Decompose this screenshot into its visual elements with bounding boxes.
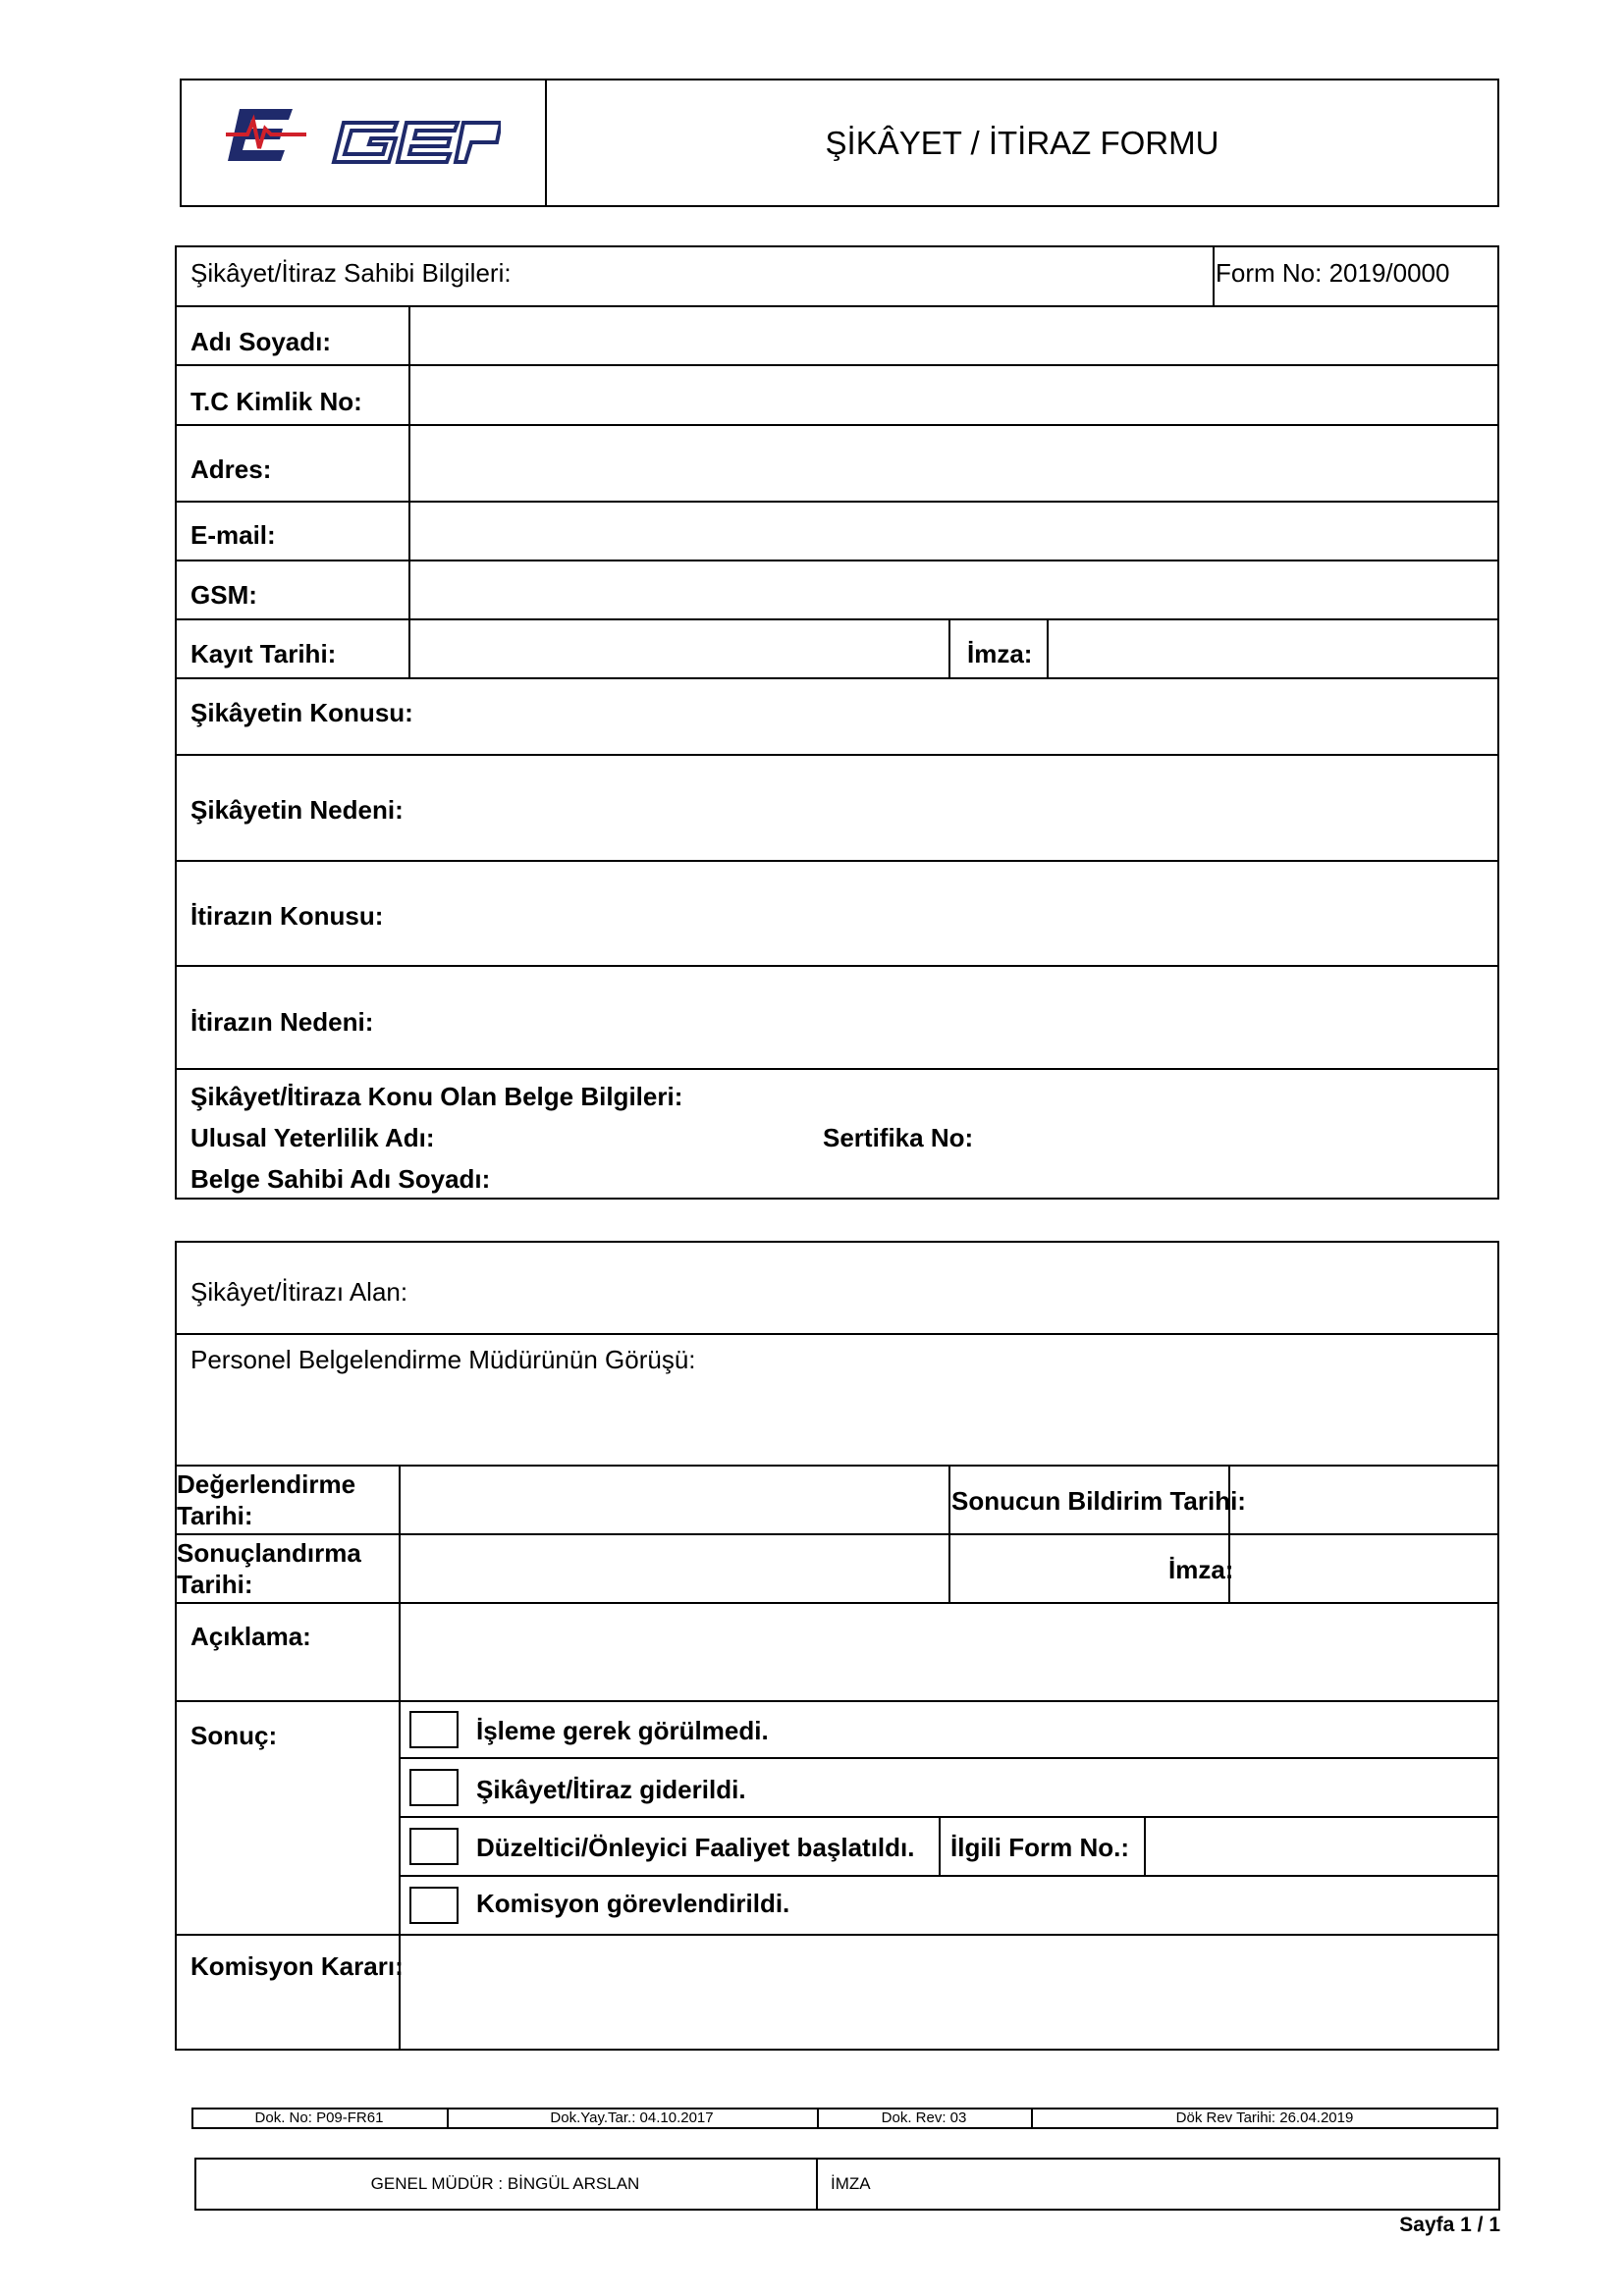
- email-field[interactable]: [410, 503, 1497, 560]
- form-title: ŞİKÂYET / İTİRAZ FORMU: [825, 125, 1219, 161]
- evaluation-date-label: Değerlendirme Tarihi:: [177, 1469, 356, 1530]
- pub-date: Dok.Yay.Tar.: 04.10.2017: [550, 2109, 714, 2126]
- explanation-field[interactable]: [401, 1604, 1497, 1700]
- receiver-label: Şikâyet/İtirazı Alan:: [190, 1277, 408, 1307]
- signature-label-2: İmza:: [1168, 1555, 1234, 1584]
- signature-field-2[interactable]: [1230, 1535, 1497, 1602]
- address-field[interactable]: [410, 426, 1497, 501]
- certificate-label: Sertifika No:: [823, 1123, 974, 1152]
- commission-decision-field[interactable]: [401, 1936, 1497, 2049]
- commission-decision-label: Komisyon Kararı:: [190, 1951, 404, 1981]
- name-field[interactable]: [410, 307, 1497, 364]
- option-resolved: Şikâyet/İtiraz giderildi.: [476, 1775, 746, 1804]
- result-notice-date-field[interactable]: [1230, 1467, 1497, 1533]
- doc-no: Dok. No: P09-FR61: [254, 2109, 384, 2126]
- revision: Dok. Rev: 03: [881, 2109, 967, 2126]
- doc-info-label: Şikâyet/İtiraza Konu Olan Belge Bilgileri:: [190, 1082, 683, 1111]
- manager-opinion-label: Personel Belgelendirme Müdürünün Görüşü:: [190, 1345, 696, 1374]
- evaluation-date-field[interactable]: [401, 1467, 948, 1533]
- page-number: Sayfa 1 / 1: [1399, 2214, 1500, 2236]
- complaint-reason-label: Şikâyetin Nedeni:: [190, 795, 404, 825]
- company-logo: [226, 103, 501, 172]
- result-label: Sonuç:: [190, 1721, 278, 1750]
- form-no: Form No: 2019/0000: [1216, 258, 1450, 288]
- owner-info-label: Şikâyet/İtiraz Sahibi Bilgileri:: [190, 258, 512, 288]
- general-manager: GENEL MÜDÜR : BİNGÜL ARSLAN: [370, 2174, 640, 2193]
- result-notice-date-label: Sonucun Bildirim Tarihi:: [951, 1486, 1246, 1516]
- egep-logo-icon: [226, 103, 501, 172]
- email-label: E-mail:: [190, 520, 276, 550]
- tc-label: T.C Kimlik No:: [190, 387, 362, 416]
- option-commission: Komisyon görevlendirildi.: [476, 1889, 790, 1918]
- qualification-label: Ulusal Yeterlilik Adı:: [190, 1123, 435, 1152]
- complaint-subject-label: Şikâyetin Konusu:: [190, 698, 413, 727]
- approval-signature: İMZA: [831, 2174, 871, 2193]
- reg-date-label: Kayıt Tarihi:: [190, 639, 337, 668]
- tc-field[interactable]: [410, 366, 1497, 424]
- signature-label: İmza:: [967, 639, 1033, 668]
- name-label: Adı Soyadı:: [190, 327, 332, 356]
- related-form-field[interactable]: [1146, 1818, 1497, 1875]
- option-no-action: İşleme gerek görülmedi.: [476, 1716, 769, 1745]
- revision-date: Dök Rev Tarihi: 26.04.2019: [1175, 2109, 1354, 2126]
- objection-reason-label: İtirazın Nedeni:: [190, 1007, 374, 1037]
- objection-subject-label: İtirazın Konusu:: [190, 901, 384, 931]
- signature-field[interactable]: [1049, 620, 1497, 677]
- conclusion-date-label: Sonuçlandırma Tarihi:: [177, 1538, 361, 1599]
- checkbox-resolved[interactable]: [409, 1769, 459, 1806]
- reg-date-field[interactable]: [410, 620, 948, 677]
- gsm-field[interactable]: [410, 561, 1497, 618]
- holder-label: Belge Sahibi Adı Soyadı:: [190, 1164, 491, 1194]
- checkbox-commission[interactable]: [409, 1887, 459, 1924]
- gsm-label: GSM:: [190, 580, 257, 610]
- option-corrective-action: Düzeltici/Önleyici Faaliyet başlatıldı.: [476, 1833, 915, 1862]
- related-form-label: İlgili Form No.:: [950, 1833, 1129, 1862]
- checkbox-no-action[interactable]: [409, 1711, 459, 1748]
- address-label: Adres:: [190, 454, 272, 484]
- conclusion-date-field[interactable]: [401, 1535, 948, 1602]
- explanation-label: Açıklama:: [190, 1622, 311, 1651]
- checkbox-corrective-action[interactable]: [409, 1828, 459, 1865]
